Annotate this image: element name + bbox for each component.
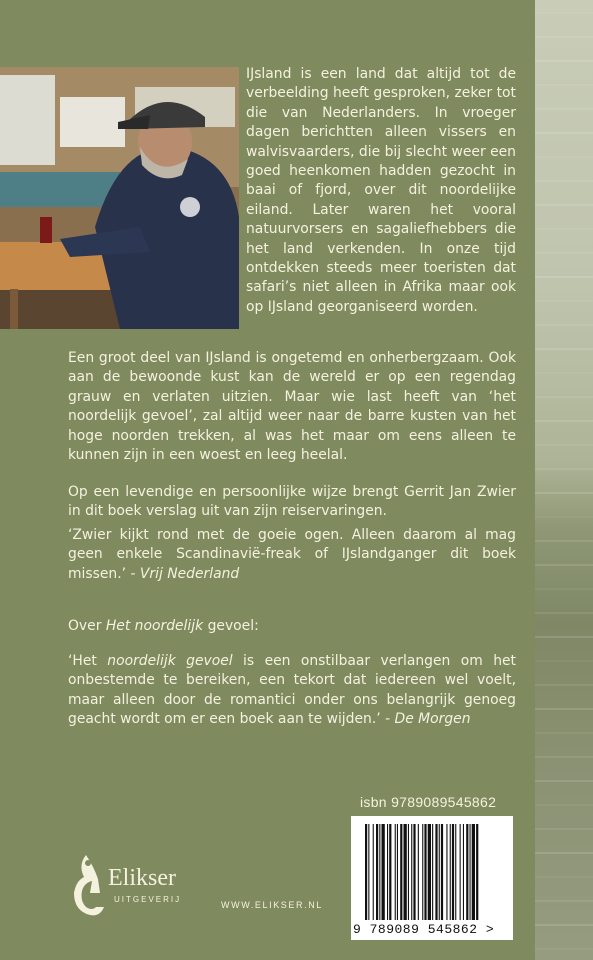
barcode-bar	[435, 824, 437, 920]
author-paragraph: Op een levendige en persoonlijke wijze brengt Gerrit Jan Zwier in dit boek verslag uit van zijn reiservaringen.	[68, 484, 516, 520]
spine-wave-line	[535, 564, 593, 566]
quote-dash: -	[126, 565, 140, 582]
barcode-bar	[439, 824, 440, 920]
spine-wave-line	[535, 324, 593, 326]
previous-book-title: Het noordelijk	[105, 618, 204, 634]
spine-wave-line	[535, 300, 593, 302]
quote-open: ‘Het	[68, 653, 108, 669]
barcode-bar	[404, 824, 407, 920]
spine-wave-line	[535, 588, 593, 590]
publisher-subtitle: UITGEVERIJ	[114, 895, 182, 904]
spine-wave-line	[535, 828, 593, 830]
barcode-bar	[365, 824, 367, 920]
spine-wave-line	[535, 636, 593, 638]
spine-wave-line	[535, 804, 593, 806]
barcode-bar	[411, 824, 412, 920]
publisher-logo	[66, 851, 206, 921]
author-photo	[0, 67, 239, 329]
barcode-bar	[379, 824, 380, 920]
barcode-bar	[432, 824, 433, 920]
quote-text: ‘Zwier kijkt rond met de goeie ogen. Alleen daarom al mag geen enkele Scandinavië-freak of IJslandganger dit boek missen.’	[68, 527, 516, 582]
spine-wave-line	[535, 276, 593, 278]
spine-wave-line	[535, 876, 593, 878]
barcode-bar	[368, 824, 369, 920]
barcode-bar	[463, 824, 464, 920]
review-quote-de-morgen	[68, 652, 516, 730]
spine-wave-line	[535, 12, 593, 14]
spine-wave-line	[535, 468, 593, 470]
barcode-bar	[389, 824, 391, 920]
spine-wave-line	[535, 372, 593, 374]
spine-wave-line	[535, 156, 593, 158]
barcode-bar	[446, 824, 447, 920]
barcode-bar	[441, 824, 443, 920]
barcode-bar	[408, 824, 409, 920]
spine-wave-line	[535, 612, 593, 614]
quote-dash: -	[380, 711, 395, 728]
quill-g-logo-icon	[66, 851, 110, 921]
spine-wave-line	[535, 540, 593, 542]
spine-wave-line	[535, 732, 593, 734]
spine-wave-line	[535, 780, 593, 782]
spine-wave-line	[535, 84, 593, 86]
author-photo-illustration	[0, 67, 239, 329]
spine-wave-line	[535, 756, 593, 758]
spine-wave-line	[535, 132, 593, 134]
barcode-bar	[450, 824, 451, 920]
barcode-number: 9 789089 545862 >	[353, 922, 495, 937]
spine-wave-line	[535, 60, 593, 62]
isbn-label: isbn 9789089545862	[360, 794, 497, 810]
spine-wave-line	[535, 252, 593, 254]
spine-wave-line	[535, 900, 593, 902]
quote-source: Vrij Nederland	[139, 565, 240, 582]
barcode-bar	[476, 824, 478, 920]
barcode-bar	[397, 824, 398, 920]
review-quote-vrij-nederland	[68, 526, 516, 584]
barcode-bar	[455, 824, 456, 920]
spine-wave-line	[535, 492, 593, 494]
spine-wave-line	[535, 36, 593, 38]
barcode-bar	[452, 824, 454, 920]
spine-wave-line	[535, 948, 593, 950]
spine-wave-line	[535, 396, 593, 398]
spine-wave-line	[535, 924, 593, 926]
spine-wave-line	[535, 708, 593, 710]
spine-wave-line	[535, 516, 593, 518]
barcode	[351, 816, 513, 940]
previous-book-heading	[68, 617, 516, 636]
spine-wave-line	[535, 180, 593, 182]
spine-wave-line	[535, 420, 593, 422]
barcode-bar	[382, 824, 385, 920]
barcode-bar	[376, 824, 378, 920]
barcode-bar	[422, 824, 423, 920]
spine-wave-line	[535, 852, 593, 854]
over-suffix: gevoel:	[203, 618, 259, 634]
barcode-bar	[373, 824, 374, 920]
intro-paragraph: IJsland is een land dat altijd tot de verbeelding heeft gesproken, zeker tot die van Nederlanders. In vroeger dagen berichtten alleen vissers en walvisvaarders, die bij slecht weer een goed heenkomen hadden gezocht in baai of fjord, over dit noordelijke eiland. Later waren het vooral natuurvorsers en sagaliefhebbers die het land verkenden. In onze tijd ontdekken steeds meer toeristen dat safari’s niet alleen in Afrika maar ook op IJsland georganiseerd worden.	[246, 66, 516, 315]
spine-wave-line	[535, 444, 593, 446]
quote-source: De Morgen	[394, 711, 471, 728]
publisher-name: Elikser	[108, 865, 176, 891]
barcode-bar	[413, 824, 415, 920]
barcode-bar	[418, 824, 419, 920]
quote-text: is een onstilbaar verlangen om het onbestemde te bereiken, een tekort dat iedereen wel voelt, maar alleen door de romantici onder ons belangrijk genoeg geacht wordt om er een boek aan te wijden.’	[68, 653, 516, 728]
spine-wave-line	[535, 108, 593, 110]
barcode-bar	[472, 824, 475, 920]
spine-wave-line	[535, 684, 593, 686]
barcode-bar	[466, 824, 468, 920]
description-paragraph: Een groot deel van IJsland is ongetemd en onherbergzaam. Ook aan de bewoonde kust kan de wereld er op een regendag grauw en verlaten uitzien. Maar wie last heeft van ‘het noordelijk gevoel’, zal altijd weer naar de barre kusten van het hoge noorden trekken, al was het maar om eens alleen te kunnen zijn in een woest en leeg heelal.	[68, 350, 516, 464]
barcode-bar	[400, 824, 402, 920]
spine-wave-line	[535, 204, 593, 206]
spine-wave-line	[535, 228, 593, 230]
barcode-bar	[470, 824, 471, 920]
barcode-bar	[387, 824, 388, 920]
spine-sea-photo	[535, 0, 593, 960]
barcode-bar	[395, 824, 396, 920]
barcode-bar	[428, 824, 431, 920]
barcode-bar	[460, 824, 461, 920]
spine-wave-line	[535, 660, 593, 662]
over-prefix: Over	[68, 618, 106, 634]
spine-wave-line	[535, 348, 593, 350]
publisher-website[interactable]: WWW.ELIKSER.NL	[221, 900, 323, 910]
barcode-bar	[424, 824, 426, 920]
quote-term: noordelijk gevoel	[107, 653, 233, 669]
